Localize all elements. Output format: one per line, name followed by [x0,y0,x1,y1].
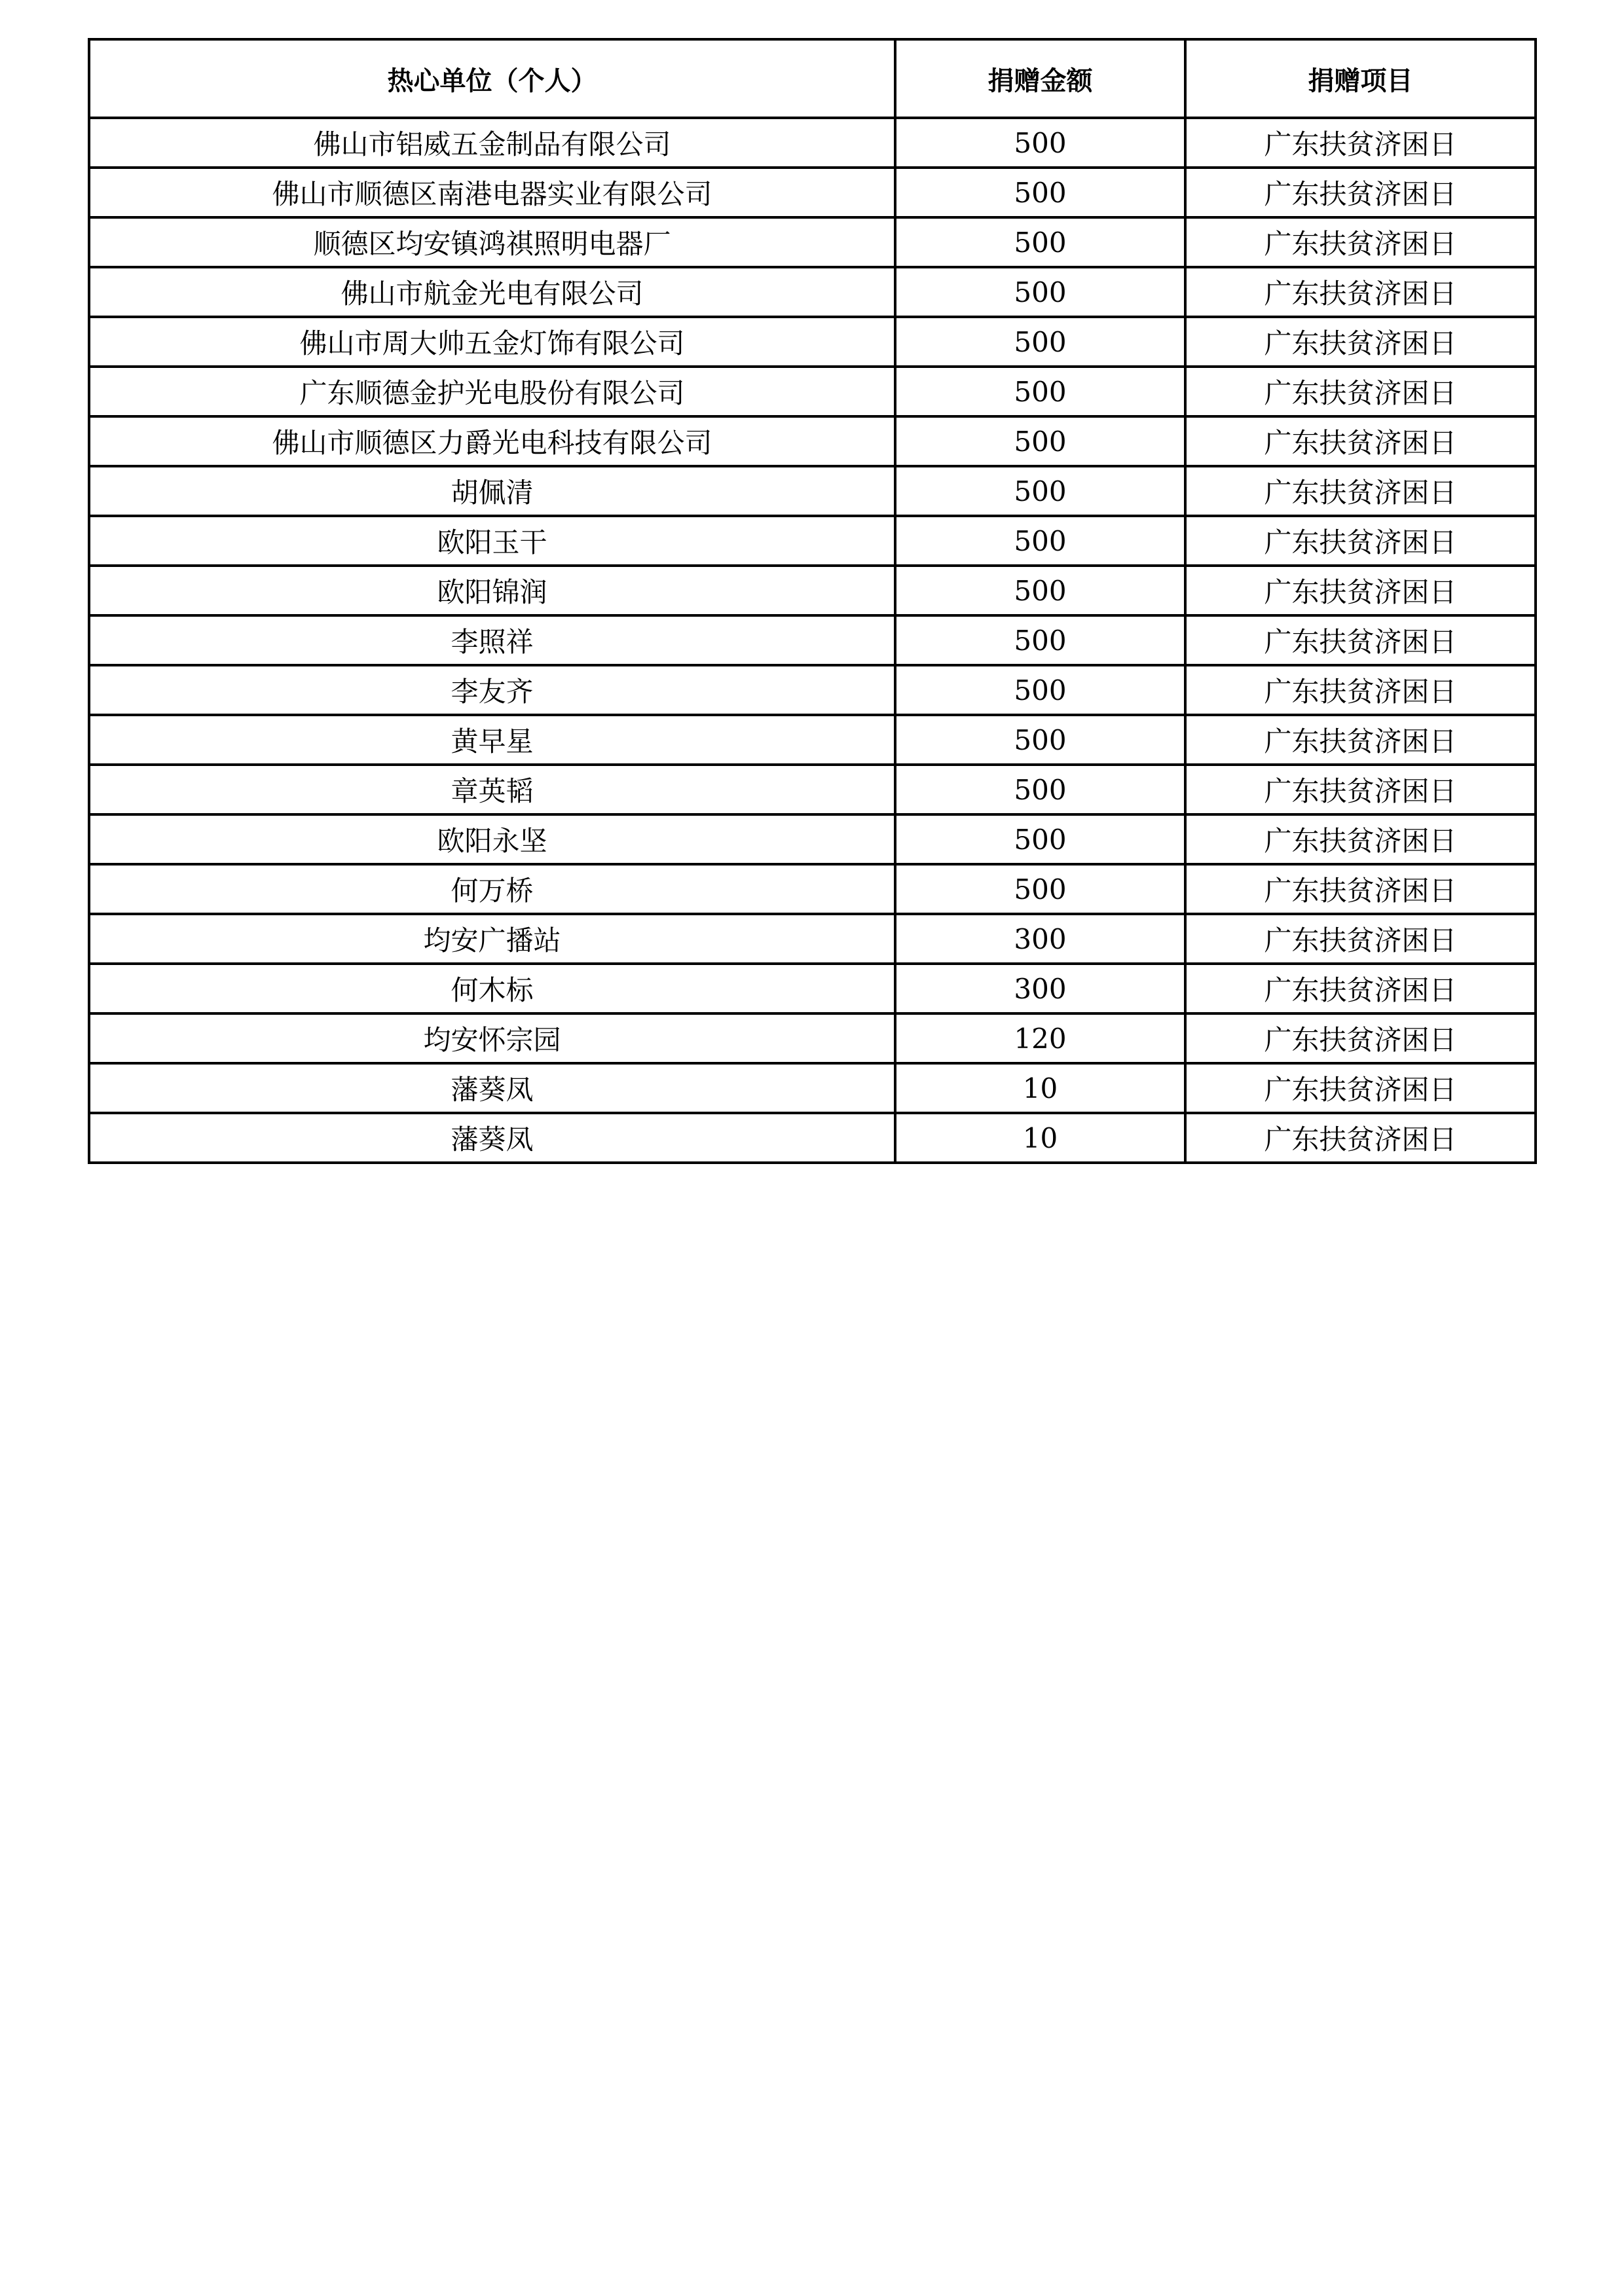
header-amount: 捐赠金额 [895,39,1185,118]
amount-cell: 500 [895,814,1185,864]
donor-cell: 佛山市顺德区力爵光电科技有限公司 [89,416,895,466]
project-cell: 广东扶贫济困日 [1185,1063,1536,1113]
amount-cell: 500 [895,367,1185,416]
amount-cell: 500 [895,715,1185,765]
donor-cell: 均安广播站 [89,914,895,964]
project-cell: 广东扶贫济困日 [1185,1113,1536,1163]
table-row [89,765,1536,814]
project-cell: 广东扶贫济困日 [1185,217,1536,267]
table-row [89,814,1536,864]
table-row [89,118,1536,168]
project-cell: 广东扶贫济困日 [1185,267,1536,317]
donor-cell: 黄早星 [89,715,895,765]
donor-cell: 佛山市航金光电有限公司 [89,267,895,317]
donor-cell: 均安怀宗园 [89,1013,895,1063]
donor-cell: 佛山市顺德区南港电器实业有限公司 [89,168,895,217]
donor-cell: 欧阳玉干 [89,516,895,566]
table-row [89,217,1536,267]
donation-table [88,38,1537,1164]
table-row [89,665,1536,715]
table-row [89,1063,1536,1113]
donor-cell: 何木标 [89,964,895,1013]
amount-cell: 500 [895,118,1185,168]
table-row [89,914,1536,964]
amount-cell: 300 [895,964,1185,1013]
amount-cell: 500 [895,267,1185,317]
amount-cell: 10 [895,1063,1185,1113]
project-cell: 广东扶贫济困日 [1185,516,1536,566]
amount-cell: 500 [895,566,1185,615]
amount-cell: 500 [895,168,1185,217]
project-cell: 广东扶贫济困日 [1185,914,1536,964]
table-row [89,516,1536,566]
table-row [89,1113,1536,1163]
amount-cell: 500 [895,864,1185,914]
table-row [89,715,1536,765]
amount-cell: 500 [895,466,1185,516]
table-header [89,39,1536,118]
project-cell: 广东扶贫济困日 [1185,566,1536,615]
project-cell: 广东扶贫济困日 [1185,416,1536,466]
donor-cell: 广东顺德金护光电股份有限公司 [89,367,895,416]
project-cell: 广东扶贫济困日 [1185,765,1536,814]
amount-cell: 300 [895,914,1185,964]
donor-cell: 顺德区均安镇鸿祺照明电器厂 [89,217,895,267]
table-body [89,118,1536,1163]
header-donor: 热心单位（个人） [89,39,895,118]
table-row [89,267,1536,317]
amount-cell: 10 [895,1113,1185,1163]
amount-cell: 500 [895,217,1185,267]
donor-cell: 佛山市周大帅五金灯饰有限公司 [89,317,895,367]
project-cell: 广东扶贫济困日 [1185,168,1536,217]
donor-cell: 章英韬 [89,765,895,814]
amount-cell: 120 [895,1013,1185,1063]
project-cell: 广东扶贫济困日 [1185,814,1536,864]
header-project: 捐赠项目 [1185,39,1536,118]
donor-cell: 李照祥 [89,615,895,665]
project-cell: 广东扶贫济困日 [1185,118,1536,168]
table-row [89,864,1536,914]
donor-cell: 佛山市铝威五金制品有限公司 [89,118,895,168]
donor-cell: 藩葵凤 [89,1063,895,1113]
donor-cell: 藩葵凤 [89,1113,895,1163]
project-cell: 广东扶贫济困日 [1185,665,1536,715]
project-cell: 广东扶贫济困日 [1185,964,1536,1013]
project-cell: 广东扶贫济困日 [1185,715,1536,765]
table-row [89,367,1536,416]
table-row [89,566,1536,615]
project-cell: 广东扶贫济困日 [1185,615,1536,665]
header-row [89,39,1536,118]
amount-cell: 500 [895,665,1185,715]
table-row [89,416,1536,466]
project-cell: 广东扶贫济困日 [1185,466,1536,516]
table-row [89,1013,1536,1063]
project-cell: 广东扶贫济困日 [1185,317,1536,367]
amount-cell: 500 [895,317,1185,367]
project-cell: 广东扶贫济困日 [1185,1013,1536,1063]
project-cell: 广东扶贫济困日 [1185,367,1536,416]
table-row [89,168,1536,217]
table-row [89,964,1536,1013]
amount-cell: 500 [895,615,1185,665]
project-cell: 广东扶贫济困日 [1185,864,1536,914]
donor-cell: 李友齐 [89,665,895,715]
amount-cell: 500 [895,516,1185,566]
amount-cell: 500 [895,416,1185,466]
table-row [89,317,1536,367]
donor-cell: 欧阳永坚 [89,814,895,864]
table-row [89,466,1536,516]
table-row [89,615,1536,665]
donor-cell: 胡佩清 [89,466,895,516]
donor-cell: 何万桥 [89,864,895,914]
donor-cell: 欧阳锦润 [89,566,895,615]
amount-cell: 500 [895,765,1185,814]
